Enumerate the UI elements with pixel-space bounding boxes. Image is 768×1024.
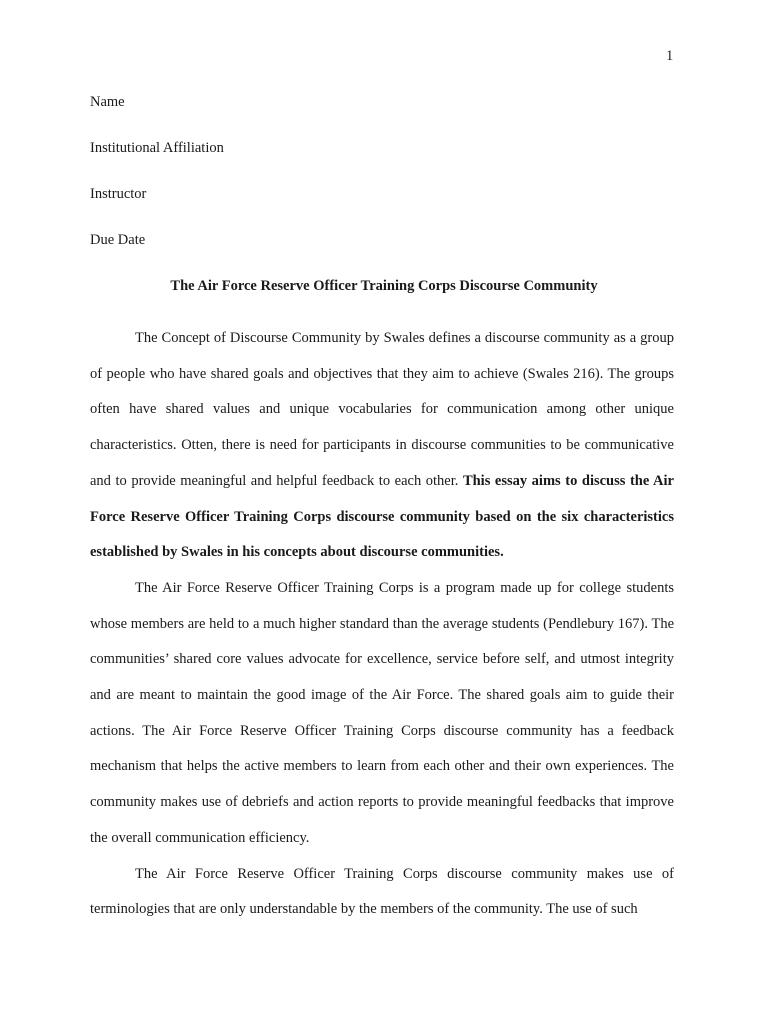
paragraph-2: The Air Force Reserve Officer Training Corps is a program made up for college students whose members are held to a much higher standard than the average students (Pendlebury 167). The communities’ shared core values advocate for excellence, service before self, and utmost integrity and are meant to maintain the good image of the Air Force. The shared goals aim to guide their actions. The Air Force Reserve Officer Training Corps discourse community has a feedback mechanism that helps the active members to learn from each other and their own experiences. The community makes use of debriefs and action reports to provide meaningful feedbacks that improve the overall communication efficiency. (90, 579, 674, 846)
essay-body (90, 321, 674, 928)
thesis-statement: This essay aims to discuss the Air Force Reserve Officer Training Corps discourse community based on the six characteristics established by Swales in his concepts about discourse communities. (90, 472, 674, 561)
institutional-affiliation: Institutional Affiliation (90, 140, 224, 156)
due-date: Due Date (90, 232, 146, 248)
paragraph-3: The Air Force Reserve Officer Training Corps discourse community makes use of terminologies that are only understandable by the members of the community. The use of such (90, 865, 674, 918)
paragraph-1-text: The Concept of Discourse Community by Swales defines a discourse community as a group of people who have shared goals and objectives that they aim to achieve (Swales 216). The groups often have shared values and unique vocabularies for communication among other unique characteristics. Otten, there is need for participants in discourse communities to be communicative and to provide meaningful and helpful feedback to each other. (90, 330, 674, 489)
paragraph-1 (90, 321, 674, 571)
page-number: 1 (666, 48, 674, 64)
essay-title: The Air Force Reserve Officer Training Corps Discourse Community (170, 278, 598, 294)
student-name: Name (90, 94, 125, 110)
instructor-name: Instructor (90, 186, 147, 202)
